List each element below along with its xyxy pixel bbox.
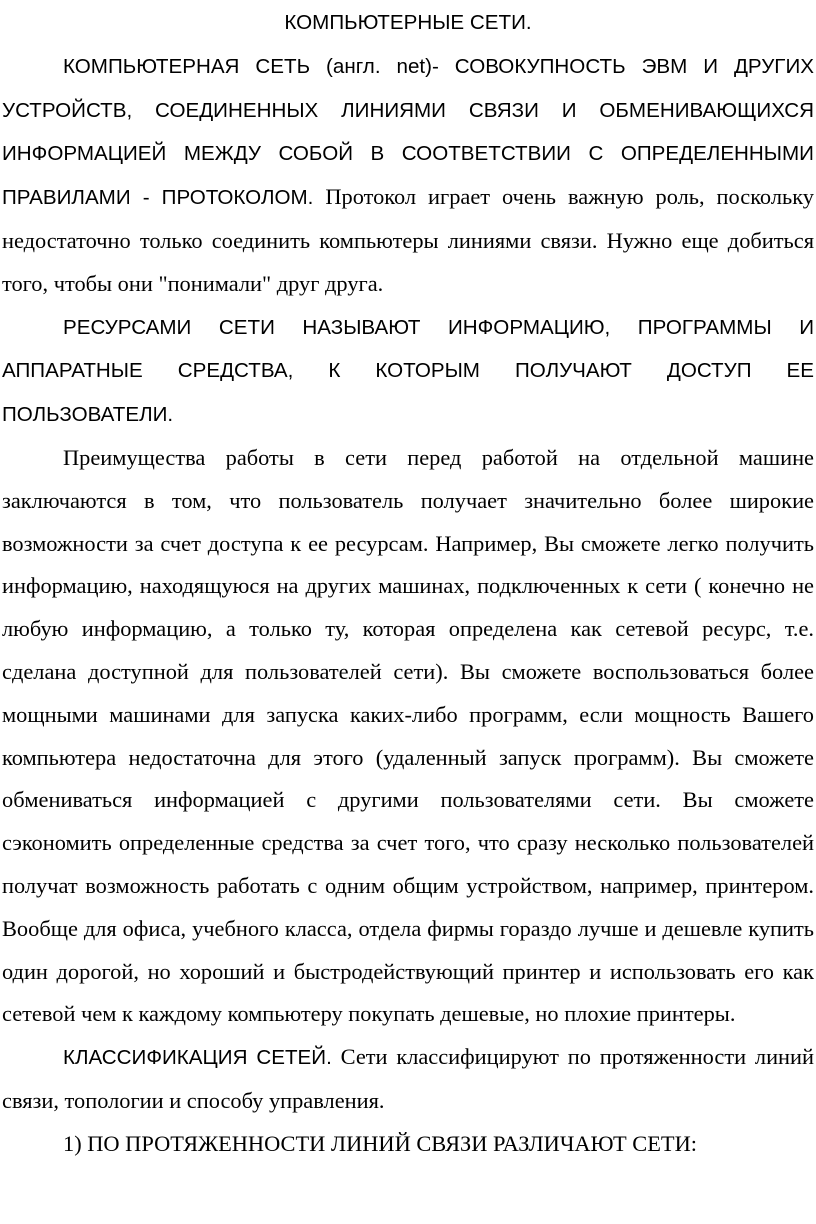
classification-body-text: Сети классифицируют по протяженности линий связи, топологии и способу управления. (2, 1044, 815, 1113)
resources-caps-text: РЕСУРСАМИ СЕТИ НАЗЫВАЮТ ИНФОРМАЦИЮ, ПРОГРАММЫ И АППАРАТНЫЕ СРЕДСТВА, К КОТОРЫМ ПОЛУЧАЮТ ДОСТУП ЕЕ ПОЛЬЗОВАТЕЛИ. (2, 315, 814, 427)
advantages-body-text: Преимущества работы в сети перед работой на отдельной машине заключаются в том, что пользователь получает значительно более широкие возможности за счет доступа к ее ресурсам. Например, Вы сможете легко получить информацию, находящуюся на других машинах, подключенных к сети ( конечно не любую информацию, а только ту, которая определена как сетевой ресурс, т.е. сделана доступной для пользователей сети). Вы сможете воспользоваться более мощными машинами для запуска каких-либо программ, если мощность Вашего компьютера недостаточна для этого (удаленный запуск программ). Вы сможете обмениваться информацией с другими пользователями сети. Вы сможете сэкономить определенные средства за счет того, что сразу несколько пользователей получат возможность работать с одним общим устройством, например, принтером. Вообще для офиса, учебного класса, отдела фирмы гораздо лучше и дешевле купить один дорогой, но хороший и быстродействующий принтер и использовать его как сетевой чем к каждому компьютеру покупать дешевые, но плохие принтеры. (2, 444, 814, 1027)
paragraph-definition (2, 45, 814, 306)
length-heading-text: 1) ПО ПРОТЯЖЕННОСТИ ЛИНИЙ СВЯЗИ РАЗЛИЧАЮТ СЕТИ: (63, 1130, 697, 1156)
paragraph-resources (2, 306, 814, 437)
paragraph-length-heading (2, 1123, 814, 1166)
paragraph-classification (2, 1036, 814, 1123)
paragraph-advantages (2, 437, 814, 1036)
document-title: КОМПЬЮТЕРНЫЕ СЕТИ. (284, 11, 532, 34)
classification-caps-text: КЛАССИФИКАЦИЯ СЕТЕЙ. (63, 1046, 332, 1070)
definition-body-text: Протокол играет очень важную роль, поскольку недостаточно только соединить компьютеры линиями связи. Нужно еще добиться того, чтобы они "понимали" друг друга. (2, 184, 814, 296)
definition-caps-text: КОМПЬЮТЕРНАЯ СЕТЬ (англ. net)- СОВОКУПНОСТЬ ЭВМ И ДРУГИХ УСТРОЙСТВ, СОЕДИНЕННЫХ ЛИНИЯМИ СВЯЗИ И ОБМЕНИВАЮЩИХСЯ ИНФОРМАЦИЕЙ МЕЖДУ СОБОЙ В СООТВЕТСТВИИ С ОПРЕДЕЛЕННЫМИ ПРАВИЛАМИ - ПРОТОКОЛОМ. (2, 54, 814, 210)
